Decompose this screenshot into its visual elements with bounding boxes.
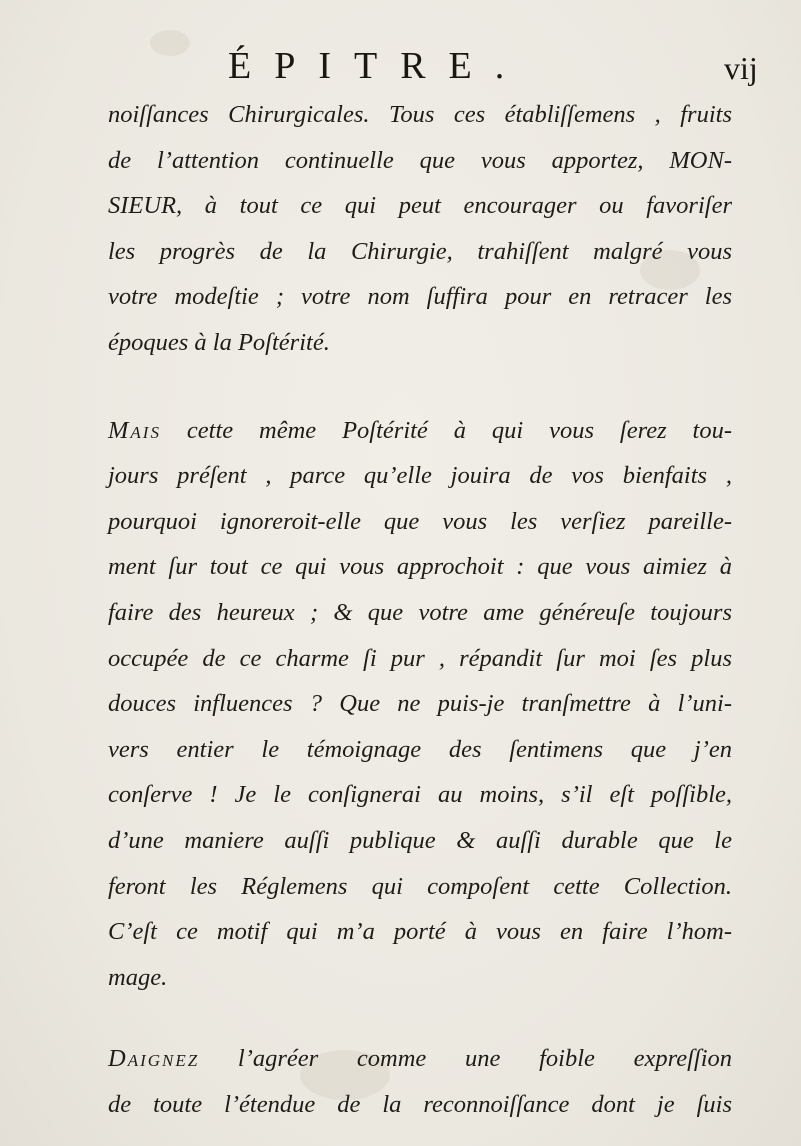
paragraph-1 xyxy=(108,92,732,366)
text-line xyxy=(108,1036,732,1082)
paragraph-3 xyxy=(108,1036,732,1127)
text-line: votre modeſtie ; votre nom ſuffira pour en retracer les xyxy=(108,283,732,311)
text-line-rest: cette même Poſtérité à qui vous ſerez tou- xyxy=(186,416,733,444)
text-line: les progrès de la Chirurgie, trahiſſent malgré vous xyxy=(108,237,732,265)
text-line: feront les Réglemens qui compoſent cette Collection. xyxy=(108,872,732,900)
text-line xyxy=(108,408,732,454)
paragraph-gap xyxy=(108,366,732,408)
text-line: douces influences ? Que ne puis-je tranſmettre à l’uni- xyxy=(108,690,732,718)
text-line: d’une maniere auſſi publique & auſſi durable que le xyxy=(108,826,732,854)
paragraph-lead-word: Daignez xyxy=(108,1045,200,1073)
text-line: C’eſt ce motif qui m’a porté à vous en faire l’hom- xyxy=(108,918,732,946)
paragraph-2 xyxy=(108,408,732,1001)
text-line: noiſſances Chirurgicales. Tous ces établiſſemens , fruits xyxy=(108,101,732,128)
text-line: faire des heureux ; & que votre ame généreuſe toujours xyxy=(108,598,732,626)
text-line: pourquoi ignoreroit-elle que vous les verſiez pareille- xyxy=(108,507,732,535)
text-line: SIEUR, à tout ce qui peut encourager ou favoriſer xyxy=(108,192,732,220)
body-text xyxy=(108,92,732,1127)
text-line: conſerve ! Je le conſignerai au moins, s’il eſt poſſible, xyxy=(108,781,732,809)
running-head-title: ÉPITRE. xyxy=(228,45,528,87)
text-line: occupée de ce charme ſi pur , répandit ſur moi ſes plus xyxy=(108,644,732,672)
paragraph-gap xyxy=(108,1000,732,1036)
text-line: vers entier le témoignage des ſentimens que j’en xyxy=(108,735,732,763)
text-line: ment ſur tout ce qui vous approchoit : que vous aimiez à xyxy=(108,553,732,581)
text-line-rest: l’agréer comme une foible expreſſion xyxy=(237,1045,733,1073)
page-number: vij xyxy=(724,50,758,86)
text-line: de l’attention continuelle que vous apportez, MON- xyxy=(108,146,732,174)
text-line: époques à la Poſtérité. xyxy=(108,328,330,356)
text-line: mage. xyxy=(108,963,168,991)
paragraph-lead-word: Mais xyxy=(108,416,161,444)
text-line: de toute l’étendue de la reconnoiſſance dont je ſuis xyxy=(108,1090,732,1118)
running-head xyxy=(0,40,801,90)
text-line: jours préſent , parce qu’elle jouira de vos bienfaits , xyxy=(108,462,732,490)
